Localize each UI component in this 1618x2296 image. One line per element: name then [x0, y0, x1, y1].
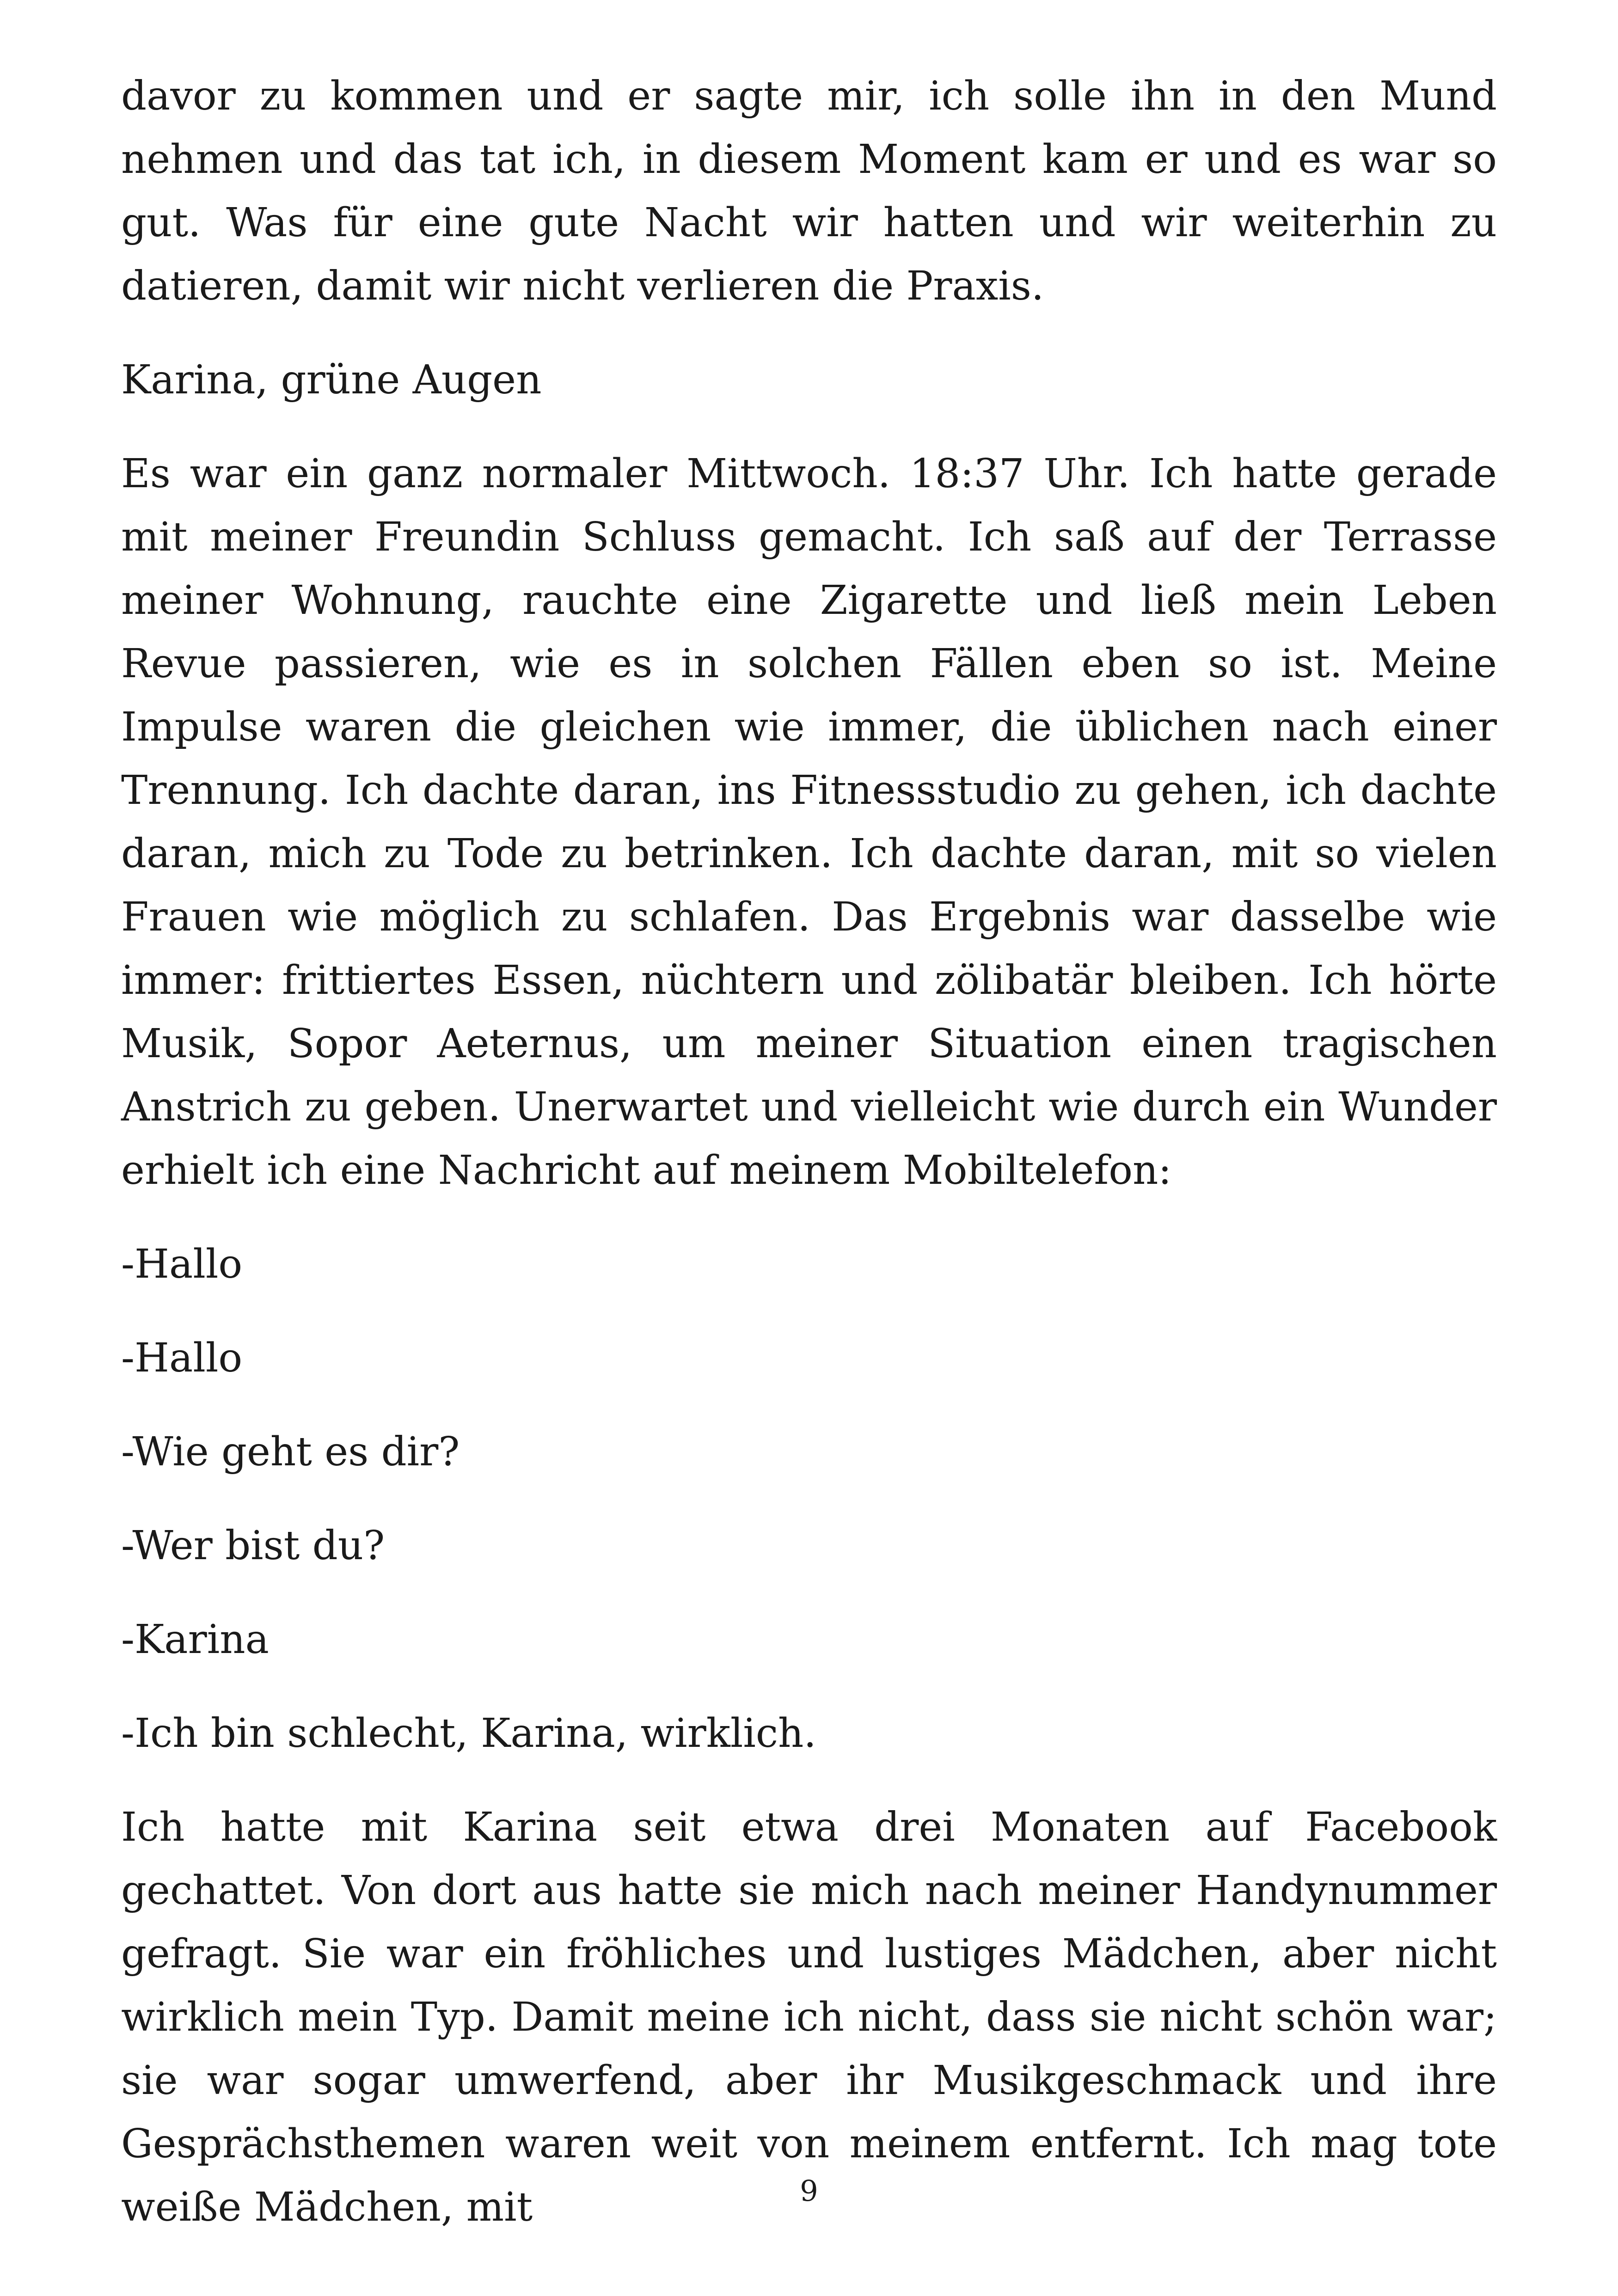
body-text — [121, 65, 1497, 2270]
dialogue-line: -Karina — [121, 1616, 269, 1663]
dialogue-line: -Hallo — [121, 1335, 243, 1381]
paragraph-continuation: davor zu kommen und er sagte mir, ich solle ihn in den Mund nehmen und das tat ich, in diesem Moment kam er und es war so gut. Was für eine gute Nacht wir hatten und wir weiterhin zu datieren, damit wir nicht verlieren die Praxis. — [121, 73, 1497, 309]
dialogue-line: -Wer bist du? — [121, 1523, 385, 1569]
chapter-heading: Karina, grüne Augen — [121, 357, 542, 403]
paragraph-story: Ich hatte mit Karina seit etwa drei Monaten auf Facebook gechattet. Von dort aus hatte sie mich nach meiner Handynummer gefragt. Sie war ein fröhliches und lustiges Mädchen, aber nicht wirklich mein Typ. Damit meine ich nicht, dass sie nicht schön war; sie war sogar umwerfend, aber ihr Musikgeschmack und ihre Gesprächsthemen waren weit von meinem entfernt. Ich mag tote weiße Mädchen, mit — [121, 1804, 1497, 2230]
dialogue-line: -Ich bin schlecht, Karina, wirklich. — [121, 1710, 816, 1757]
dialogue-line: -Wie geht es dir? — [121, 1429, 460, 1475]
dialogue-line: -Hallo — [121, 1241, 243, 1287]
page-number: 9 — [800, 2174, 818, 2208]
paragraph-story: Es war ein ganz normaler Mittwoch. 18:37 Uhr. Ich hatte gerade mit meiner Freundin Schluss gemacht. Ich saß auf der Terrasse meiner Wohnung, rauchte eine Zigarette und ließ mein Leben Revue passieren, wie es in solchen Fällen eben so ist. Meine Impulse waren die gleichen wie immer, die üblichen nach einer Trennung. Ich dachte daran, ins Fitnessstudio zu gehen, ich dachte daran, mich zu Tode zu betrinken. Ich dachte daran, mit so vielen Frauen wie möglich zu schlafen. Das Ergebnis war dasselbe wie immer: frittiertes Essen, nüchtern und zölibatär bleiben. Ich hörte Musik, Sopor Aeternus, um meiner Situation einen tragischen Anstrich zu geben. Unerwartet und vielleicht wie durch ein Wunder erhielt ich eine Nachricht auf meinem Mobiltelefon: — [121, 451, 1497, 1194]
